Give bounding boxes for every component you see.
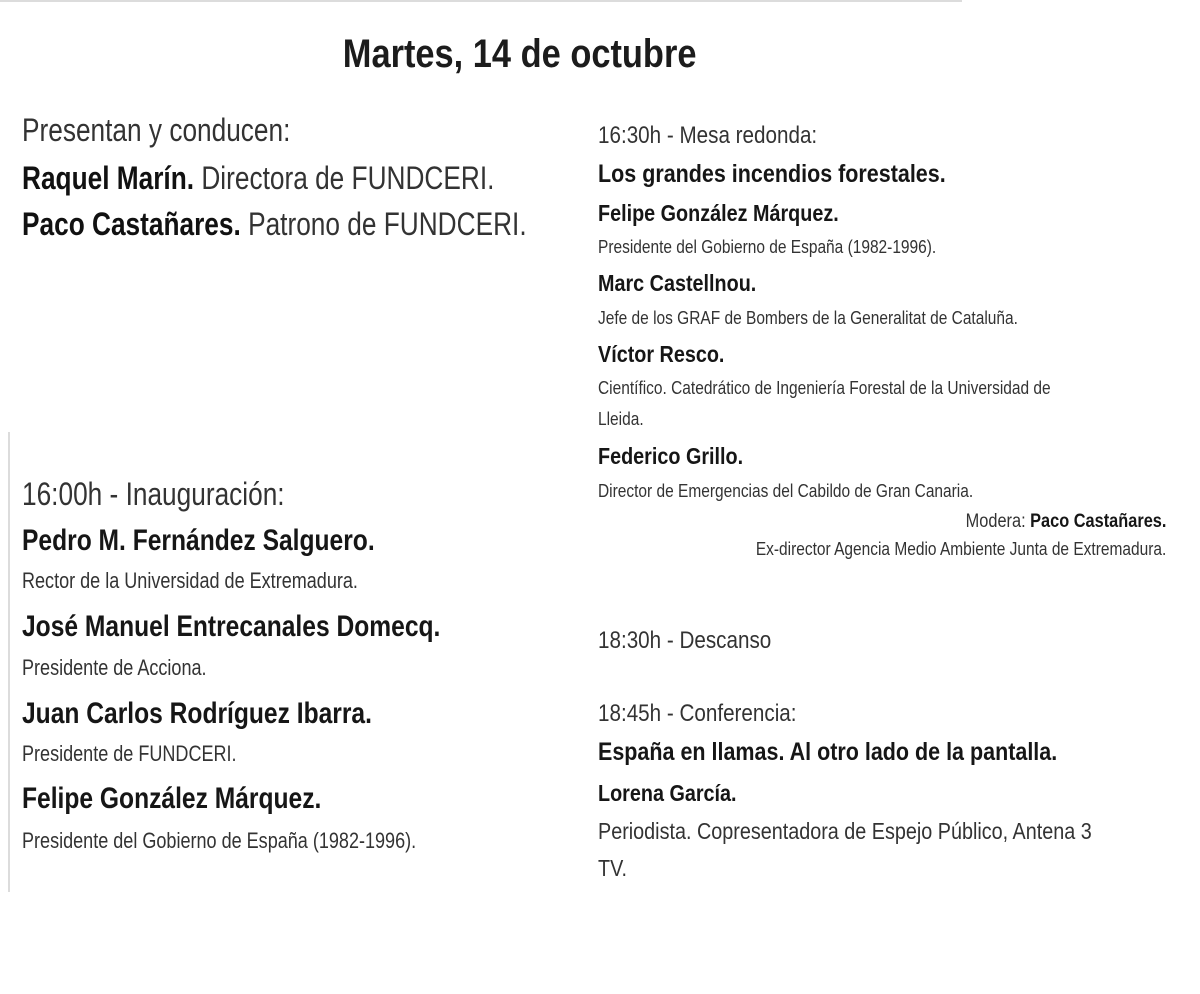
conference-speaker-role-continued: TV. bbox=[598, 855, 627, 881]
speaker-role: Presidente del Gobierno de España (1982-1996). bbox=[22, 828, 417, 853]
host-role: Patrono de FUNDCERI. bbox=[240, 206, 527, 242]
panelist-name: Felipe González Márquez. bbox=[598, 200, 839, 226]
round-table-title: Los grandes incendios forestales. bbox=[598, 160, 946, 188]
page-title: Martes, 14 de octubre bbox=[343, 32, 697, 76]
panelist-role: Presidente del Gobierno de España (1982-1996). bbox=[598, 237, 937, 257]
inauguration-heading: 16:00h - Inauguración: bbox=[22, 476, 285, 512]
panelist-role: Científico. Catedrático de Ingeniería Forestal de la Universidad de bbox=[598, 378, 1051, 398]
top-edge-line bbox=[0, 0, 962, 2]
break-heading: 18:30h - Descanso bbox=[598, 627, 772, 654]
panelist-role: Director de Emergencias del Cabildo de Gran Canaria. bbox=[598, 481, 974, 501]
speaker-name: Felipe González Márquez. bbox=[22, 782, 322, 815]
left-edge-line bbox=[8, 432, 10, 892]
host-raquel-marin bbox=[22, 160, 598, 197]
moderator-line bbox=[933, 511, 1166, 533]
host-role: Directora de FUNDCERI. bbox=[194, 160, 495, 196]
moderator-role: Ex-director Agencia Medio Ambiente Junta de Extremadura. bbox=[755, 539, 1166, 559]
speaker-role: Rector de la Universidad de Extremadura. bbox=[22, 568, 358, 593]
moderator-name: Paco Castañares. bbox=[1029, 511, 1166, 532]
speaker-name: José Manuel Entrecanales Domecq. bbox=[22, 610, 441, 643]
moderator-label: Modera: bbox=[965, 511, 1030, 532]
speaker-role: Presidente de Acciona. bbox=[22, 655, 207, 680]
conference-title: España en llamas. Al otro lado de la pantalla. bbox=[598, 738, 1058, 766]
host-name: Paco Castañares. bbox=[22, 206, 241, 242]
speaker-name: Juan Carlos Rodríguez Ibarra. bbox=[22, 697, 372, 730]
round-table-heading: 16:30h - Mesa redonda: bbox=[598, 122, 818, 149]
panelist-name: Federico Grillo. bbox=[598, 443, 744, 469]
speaker-name: Pedro M. Fernández Salguero. bbox=[22, 524, 375, 557]
conference-speaker: Lorena García. bbox=[598, 780, 737, 806]
panelist-name: Marc Castellnou. bbox=[598, 270, 757, 296]
panelist-role: Jefe de los GRAF de Bombers de la Generalitat de Cataluña. bbox=[598, 308, 1018, 328]
host-paco-castanares bbox=[22, 206, 637, 243]
conference-speaker-role: Periodista. Copresentadora de Espejo Público, Antena 3 bbox=[598, 818, 1092, 844]
hosts-heading: Presentan y conducen: bbox=[22, 112, 291, 148]
panelist-name: Víctor Resco. bbox=[598, 341, 725, 367]
panelist-role-continued: Lleida. bbox=[598, 409, 644, 429]
speaker-role: Presidente de FUNDCERI. bbox=[22, 741, 237, 766]
host-name: Raquel Marín. bbox=[22, 160, 195, 196]
conference-heading: 18:45h - Conferencia: bbox=[598, 700, 797, 727]
